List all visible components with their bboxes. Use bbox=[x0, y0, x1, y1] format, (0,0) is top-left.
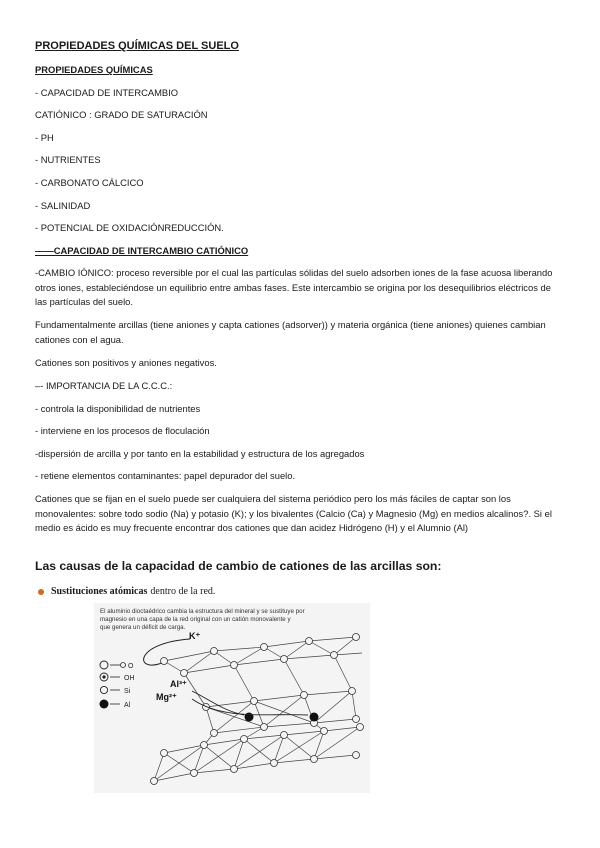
figure-caption-line: El aluminio dioctaédrico cambia la estructura del mineral y se sustituye por bbox=[100, 608, 305, 615]
bullet-rest-text: dentro de la red. bbox=[150, 586, 216, 597]
causas-heading: Las causas de la capacidad de cambio de cationes de las arcillas son: bbox=[35, 559, 442, 573]
importancia-item: - interviene en los procesos de floculación bbox=[35, 425, 210, 436]
lattice-lines bbox=[154, 637, 362, 781]
section-heading: ——CAPACIDAD DE INTERCAMBIO CATIÓNICO bbox=[35, 245, 249, 256]
figure-caption-line: magnesio en una capa de la red original con un catión monovalente y bbox=[100, 616, 291, 623]
ion-arrows bbox=[192, 691, 308, 715]
importancia-item: - retiene elementos contaminantes: papel depurador del suelo. bbox=[35, 470, 296, 481]
clay-structure-diagram bbox=[94, 603, 370, 793]
bullet-sustituciones bbox=[38, 586, 215, 597]
aluminium-atom bbox=[245, 713, 254, 722]
list-item: - NUTRIENTES bbox=[35, 154, 101, 165]
aluminium-atom bbox=[310, 713, 319, 722]
importancia-item: -dispersión de arcilla y por tanto en la estabilidad y estructura de los agregados bbox=[35, 448, 365, 459]
bullet-icon bbox=[38, 589, 44, 595]
list-item: - PH bbox=[35, 132, 54, 143]
list-item: - SALINIDAD bbox=[35, 200, 91, 211]
importancia-heading: –- IMPORTANCIA DE LA C.C.C.: bbox=[35, 380, 173, 391]
legend-label: Al bbox=[124, 702, 131, 709]
al-ion-label: Al³⁺ bbox=[170, 679, 187, 689]
list-item: - POTENCIAL DE OXIDACIÓNREDUCCIÓN. bbox=[35, 222, 224, 233]
section-subtitle: PROPIEDADES QUÍMICAS bbox=[35, 64, 153, 75]
importancia-item: - controla la disponibilidad de nutrientes bbox=[35, 403, 201, 414]
paragraph-fundamentalmente: Fundamentalmente arcillas (tiene aniones y capta cationes (adsorver)) y materia orgánica (tiene aniones) quienes cambian cationes con el agua. bbox=[35, 319, 546, 345]
legend-label: Si bbox=[124, 688, 131, 695]
paragraph-cationes: Cationes son positivos y aniones negativos. bbox=[35, 357, 217, 368]
k-ion-label: K⁺ bbox=[189, 631, 201, 641]
list-item: - CARBONATO CÁLCICO bbox=[35, 177, 144, 188]
figure-legend bbox=[100, 661, 135, 709]
clay-structure-figure bbox=[94, 603, 370, 793]
paragraph-cambio-ionico: -CAMBIO IÓNICO: proceso reversible por el cual las partículas sólidas del suelo adsorben iones de la fase acuosa liberando otros iones, estableciéndose un equilibrio entre ambas fases. Este intercambio se origina por los desequilibrios eléctricos de las partículas del suelo. bbox=[35, 267, 553, 307]
list-item: CATIÓNICO : GRADO DE SATURACIÓN bbox=[35, 109, 208, 120]
list-item: - CAPACIDAD DE INTERCAMBIO bbox=[35, 87, 179, 98]
page-title: PROPIEDADES QUÍMICAS DEL SUELO bbox=[35, 40, 239, 52]
figure-caption-line: que genera un déficit de carga. bbox=[100, 624, 186, 631]
mg-ion-label: Mg²⁺ bbox=[156, 692, 177, 702]
legend-label: OH bbox=[124, 675, 135, 682]
legend-label: O bbox=[128, 663, 134, 670]
paragraph-cationes-fijan: Cationes que se fijan en el suelo puede ser cualquiera del sistema periódico pero los más fáciles de captar son los monovalentes: sobre todo sodio (Na) y potasio (K); y los bivalentes (Calcio (Ca) y Magnesio (Mg) en medios alcalinos?. Si el medio es ácido es muy frecuente encontrar dos cationes que dan acidez Hidrógeno (H) y el Alumnio (Al) bbox=[35, 493, 552, 533]
bullet-bold-text: Sustituciones atómicas bbox=[51, 586, 148, 597]
